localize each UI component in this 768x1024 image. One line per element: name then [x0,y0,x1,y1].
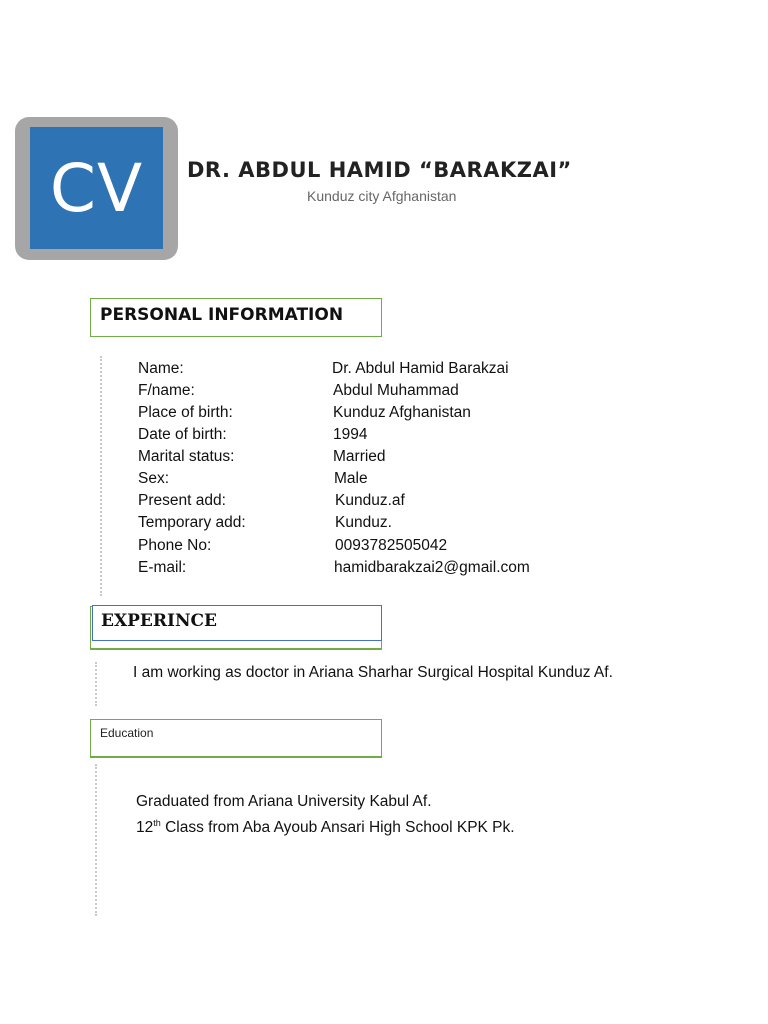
grade-number: 12 [136,819,154,836]
info-label-name: Name: [138,360,184,377]
info-value-email: hamidbarakzai2@gmail.com [334,559,530,576]
info-value-name: Dr. Abdul Hamid Barakzai [332,360,509,377]
info-value-date-of-birth: 1994 [333,426,368,443]
section-guide-line [100,356,102,596]
info-label-phone: Phone No: [138,537,212,554]
experience-description: I am working as doctor in Ariana Sharhar Surgical Hospital Kunduz Af. [133,664,613,681]
personal-information-heading-box [90,298,382,337]
info-value-father-name: Abdul Muhammad [333,382,459,399]
info-value-temporary-address: Kunduz. [335,514,392,531]
education-item-high-school [136,818,515,837]
high-school-text: Class from Aba Ayoub Ansari High School KPK Pk. [160,819,515,836]
experience-heading-box [92,605,382,641]
info-label-sex: Sex: [138,470,170,487]
experience-heading: EXPERINCE [101,611,217,631]
cv-logo: CV [30,127,163,249]
info-value-place-of-birth: Kunduz Afghanistan [333,404,471,421]
info-value-phone: 0093782505042 [335,537,448,554]
education-heading-box [90,719,382,758]
location-subtitle: Kunduz city Afghanistan [307,188,457,204]
info-label-present-address: Present add: [138,492,226,509]
info-value-sex: Male [334,470,368,487]
section-guide-line [95,764,97,916]
info-label-place-of-birth: Place of birth: [138,404,233,421]
info-label-date-of-birth: Date of birth: [138,426,227,443]
grade-ordinal-suffix: th [153,818,161,828]
education-heading: Education [100,726,154,740]
info-value-marital-status: Married [333,448,386,465]
page-title: DR. ABDUL HAMID “BARAKZAI” [187,158,572,182]
info-value-present-address: Kunduz.af [335,492,405,509]
section-guide-line [95,662,97,706]
info-label-marital-status: Marital status: [138,448,235,465]
info-label-father-name: F/name: [138,382,195,399]
education-item-university: Graduated from Ariana University Kabul Af. [136,793,432,810]
info-label-email: E-mail: [138,559,187,576]
personal-information-heading: PERSONAL INFORMATION [100,305,344,325]
info-label-temporary-address: Temporary add: [138,514,246,531]
